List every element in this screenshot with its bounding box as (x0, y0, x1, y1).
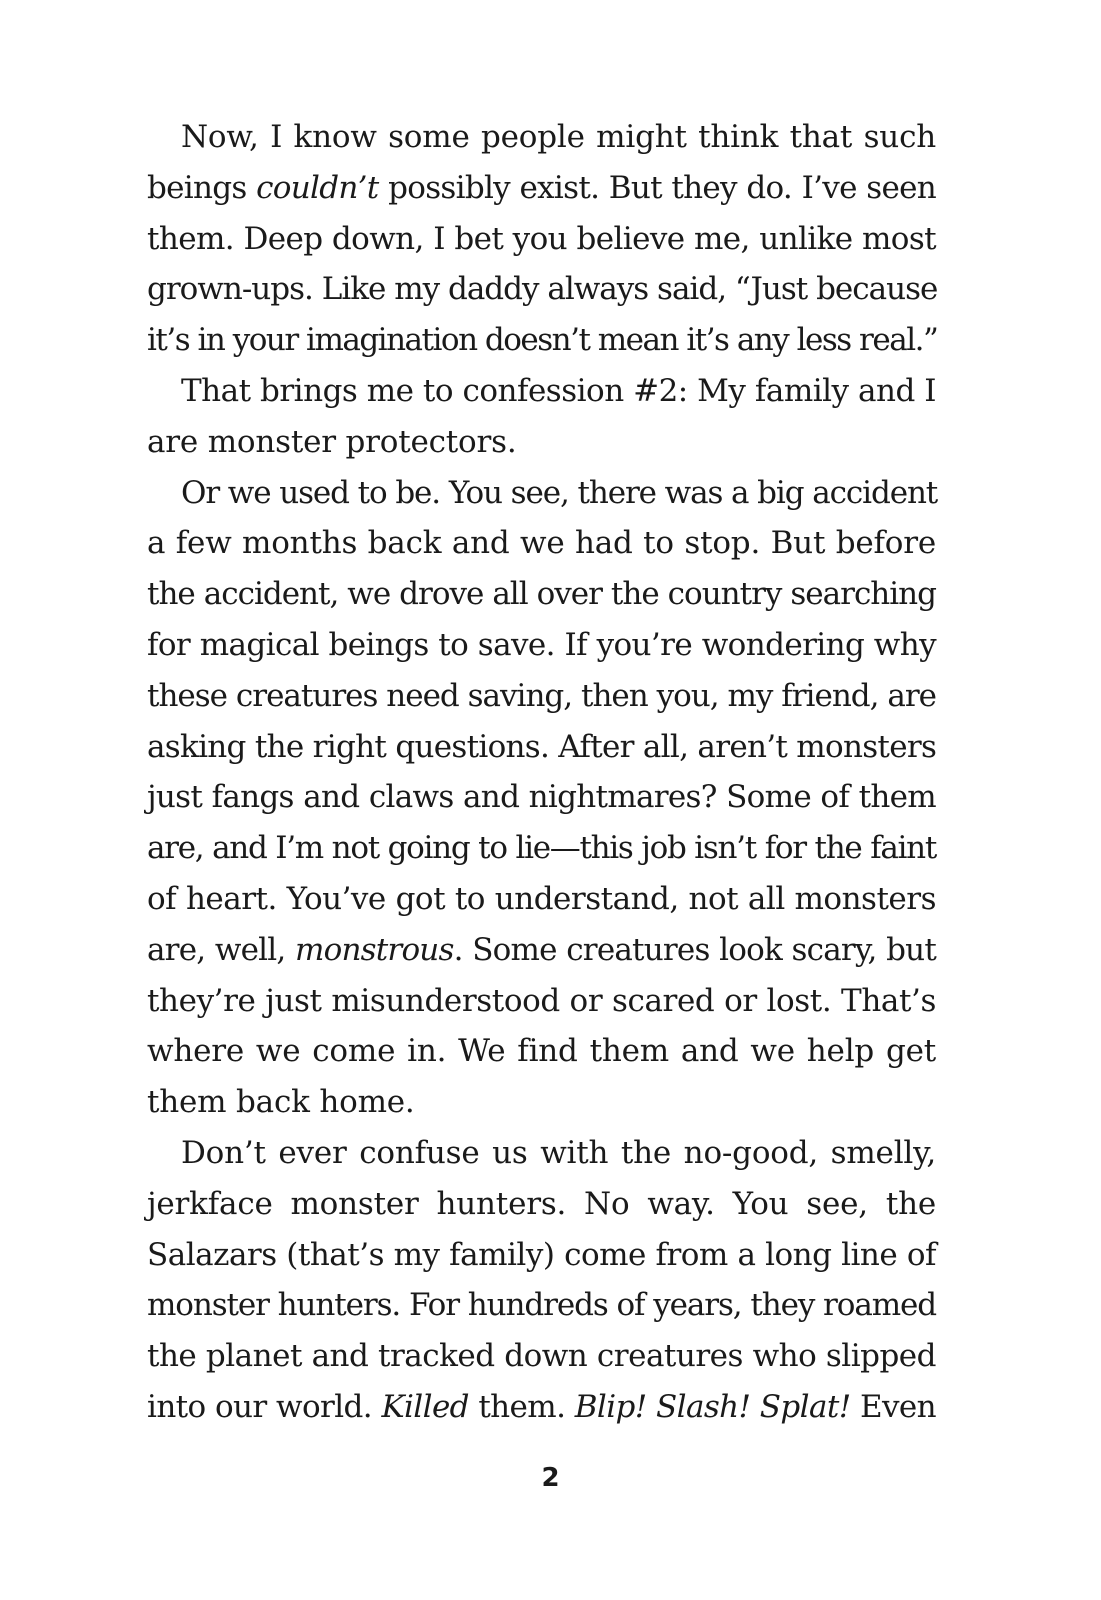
text-line (147, 772, 936, 823)
text-line (147, 214, 936, 265)
text-segment: jerkface monster hunters. No way. You see, the (147, 1185, 936, 1222)
text-segment: grown-ups. Like my daddy always said, “Just because (147, 271, 938, 308)
text-segment: beings (147, 169, 257, 206)
text-segment: for magical beings to save. If you’re wondering why (147, 626, 936, 663)
text-line (147, 722, 936, 773)
text-segment: into our world. (147, 1388, 382, 1425)
text-line (147, 1077, 936, 1128)
text-segment: are monster protectors. (147, 423, 517, 460)
italic-text: couldn’t (256, 169, 379, 206)
body-text (147, 112, 936, 1433)
text-line (147, 1026, 936, 1077)
text-line (147, 163, 936, 214)
italic-text: Killed (381, 1388, 469, 1425)
text-segment: . Some creatures look scary, but (453, 931, 936, 968)
text-line (147, 518, 936, 569)
text-segment: are, and I’m not going to lie—this job isn’t for the faint (147, 830, 936, 867)
text-segment: monster hunters. For hundreds of years, they roamed (147, 1287, 936, 1324)
text-segment: Even (850, 1388, 937, 1425)
text-line (147, 1230, 936, 1281)
text-segment: these creatures need saving, then you, my friend, are (147, 677, 936, 714)
text-segment: a few months back and we had to stop. But before (147, 525, 936, 562)
text-line (147, 976, 936, 1027)
text-segment: them back home. (147, 1084, 415, 1121)
text-segment: Now, I know some people might think that such (181, 119, 936, 155)
text-segment: the planet and tracked down creatures who slipped (147, 1338, 936, 1375)
text-segment: That brings me to confession #2: My family and I (181, 372, 936, 409)
text-line (147, 1331, 936, 1382)
text-line (147, 925, 936, 976)
text-segment: where we come in. We find them and we help get (147, 1033, 936, 1070)
text-line (147, 823, 936, 874)
text-segment: just fangs and claws and nightmares? Some of them (147, 779, 936, 816)
text-segment: possibly exist. But they do. I’ve seen (378, 169, 937, 206)
text-segment: of heart. You’ve got to understand, not all monsters (147, 880, 936, 917)
text-segment: them. (468, 1388, 575, 1425)
text-segment: are, well, (147, 931, 296, 968)
text-segment: the accident, we drove all over the country searching (147, 576, 936, 613)
text-segment: Don’t ever confuse us with the no-good, smelly, (181, 1134, 936, 1171)
text-segment: they’re just misunderstood or scared or lost. That’s (147, 982, 936, 1019)
text-line (147, 874, 936, 925)
text-line (147, 569, 936, 620)
text-line (147, 620, 936, 671)
text-line (147, 1280, 936, 1331)
text-line (147, 112, 936, 163)
text-segment: them. Deep down, I bet you believe me, unlike most (147, 220, 936, 257)
text-segment: asking the right questions. After all, aren’t monsters (147, 728, 937, 765)
text-line (147, 315, 936, 366)
text-line (147, 264, 936, 315)
text-segment: it’s in your imagination doesn’t mean it’s any less real.” (147, 322, 938, 359)
text-line (147, 468, 936, 519)
text-line (147, 1179, 936, 1230)
text-line (147, 1128, 936, 1179)
text-line (147, 671, 936, 722)
italic-text: Blip! Slash! Splat! (574, 1388, 851, 1425)
text-segment: Or we used to be. You see, there was a big accident (181, 474, 938, 511)
text-line (147, 366, 936, 417)
text-line (147, 1382, 936, 1433)
italic-text: monstrous (295, 931, 454, 968)
text-line (147, 417, 936, 468)
text-segment: Salazars (that’s my family) come from a long line of (147, 1236, 936, 1273)
page-number: 2 (541, 1463, 560, 1493)
